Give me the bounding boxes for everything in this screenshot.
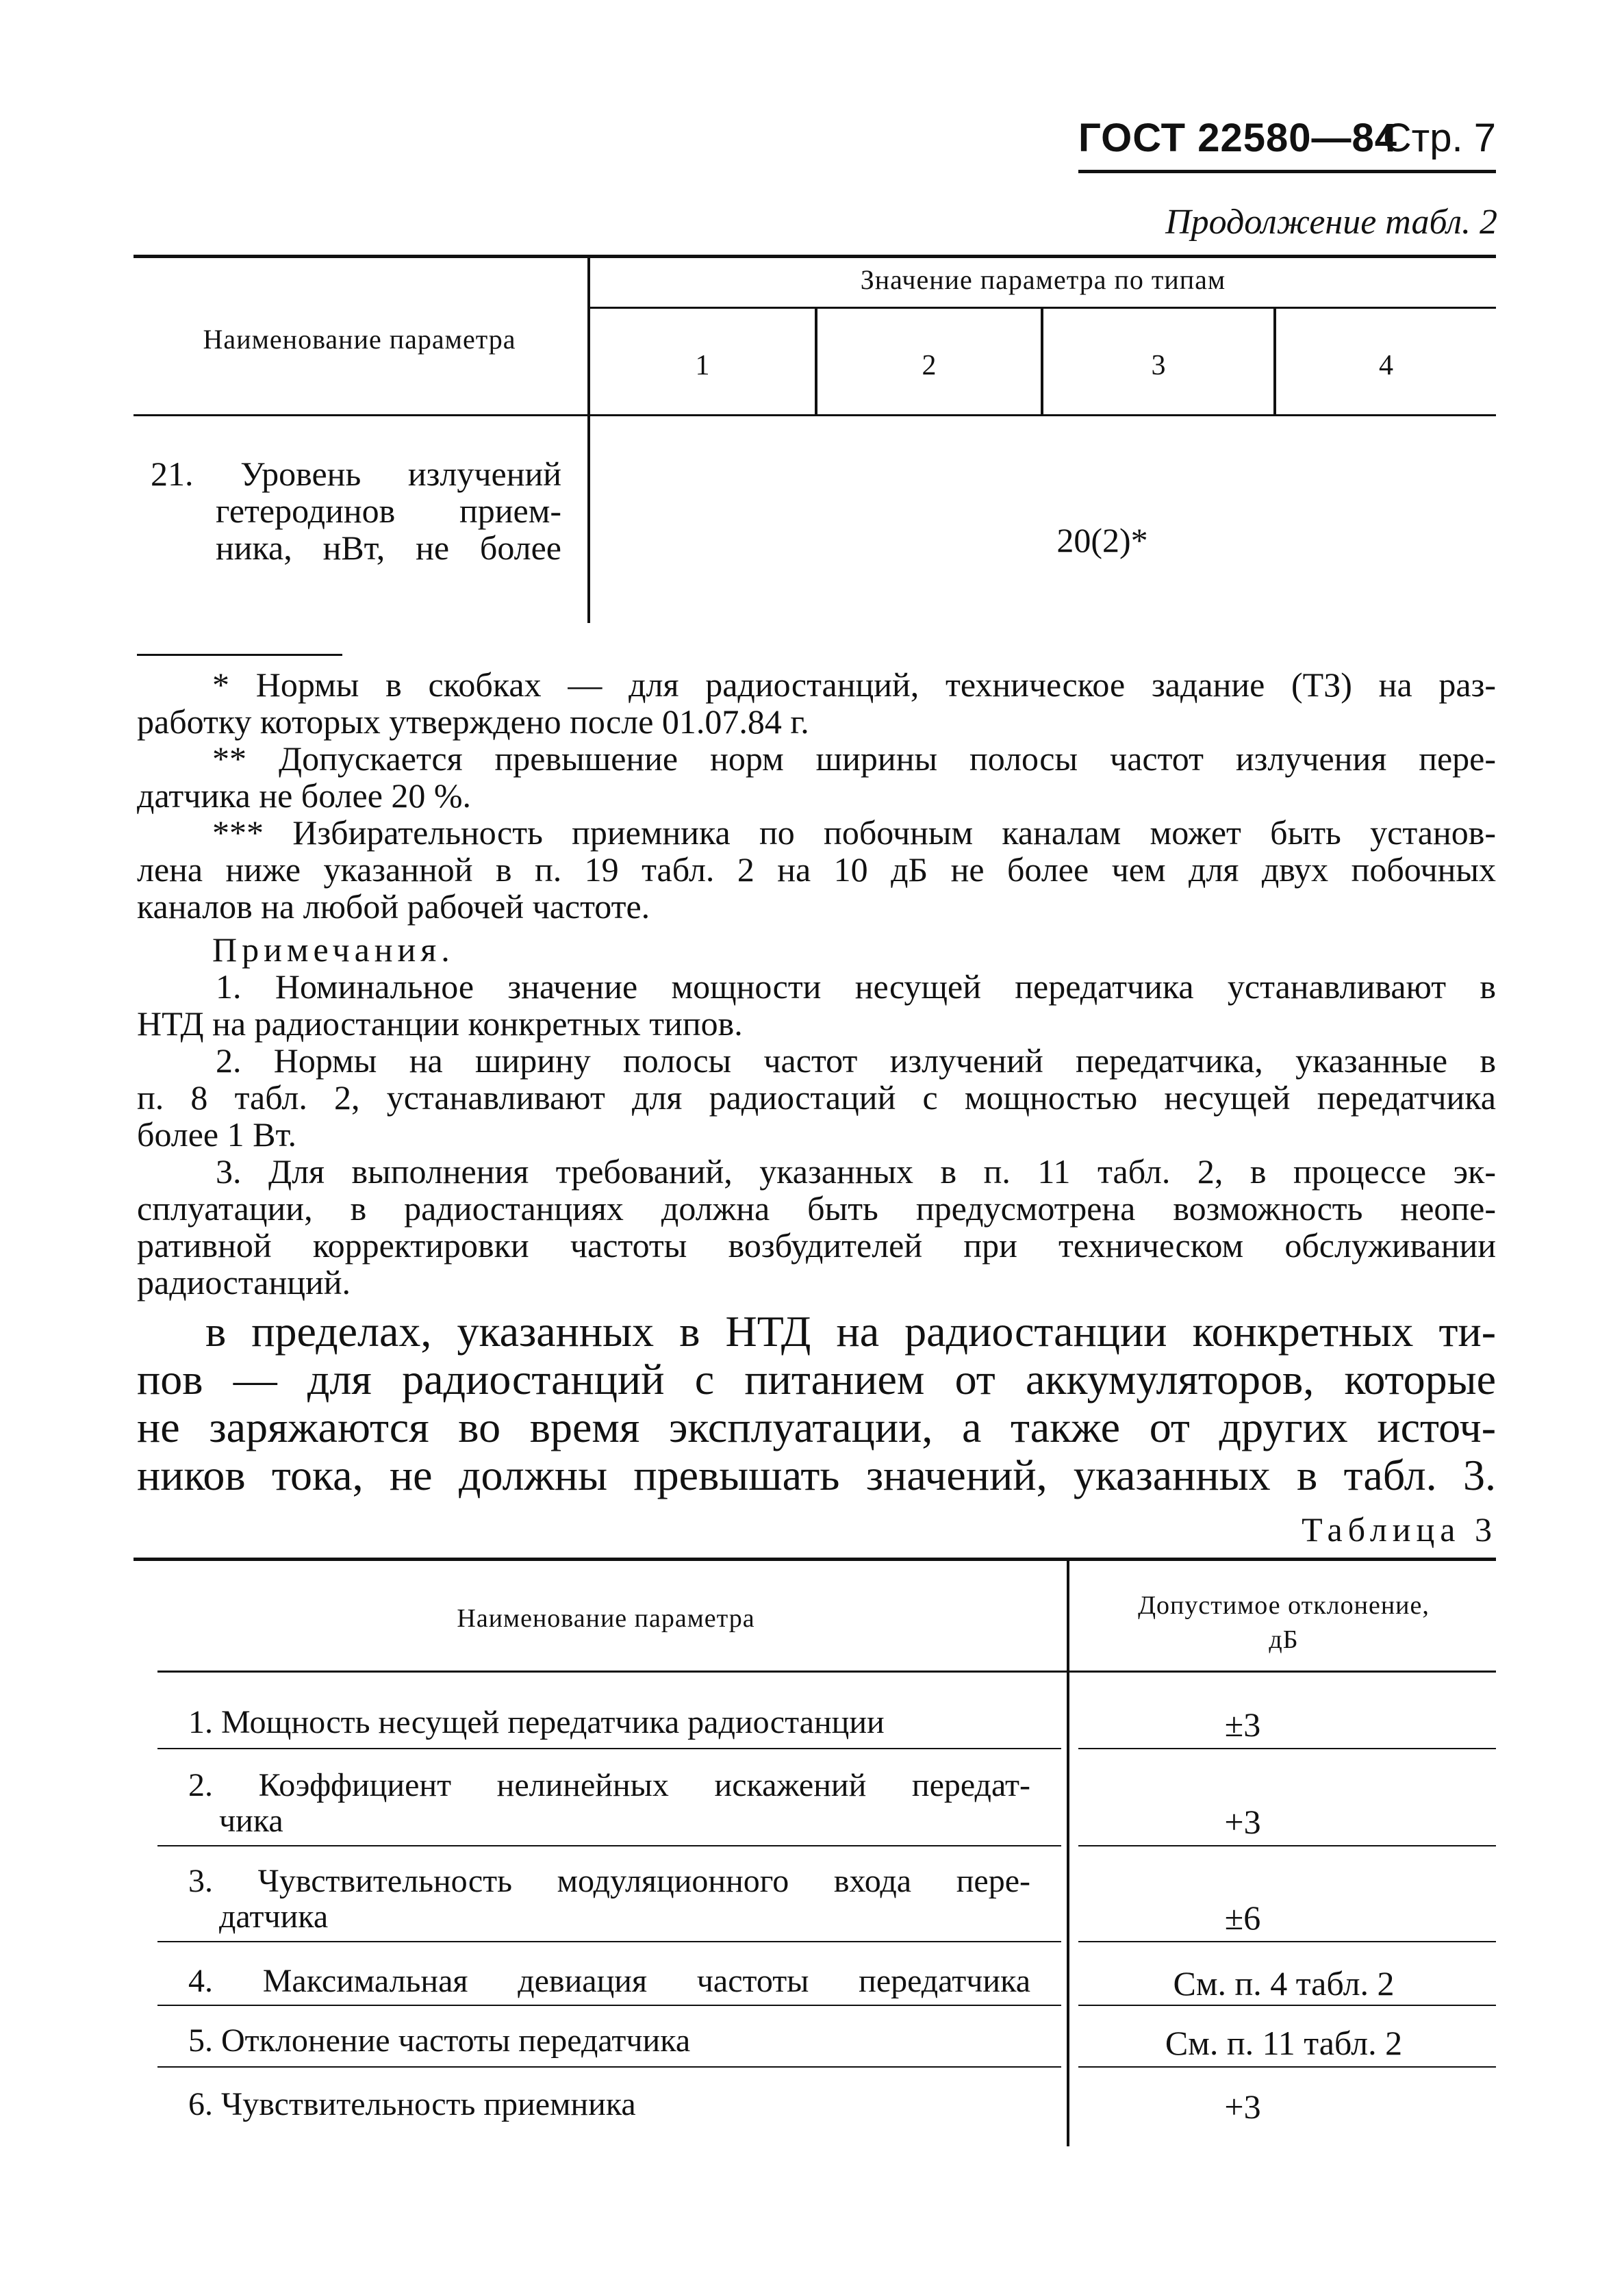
table2-row-21-label: 21. Уровень излучений гетеродинов прием- ника, нВт, не более xyxy=(151,455,561,567)
table3-row-rule xyxy=(1078,2066,1496,2068)
table3-row-rule xyxy=(157,1748,1061,1749)
table3-row-rule xyxy=(157,2066,1061,2068)
table2-header-bottom-rule xyxy=(134,414,1496,416)
footnotes xyxy=(137,666,1496,925)
footnote-2: ** Допускается превышение норм ширины полосы частот излучения пере- датчика не более 20 %. xyxy=(137,739,1496,815)
note-1: 1. Номинальное значение мощности несущей передатчика устанавливают в НТД на радиостанции конкретных типов. xyxy=(137,967,1496,1043)
table3-row-5-value: См. п. 11 табл. 2 xyxy=(1165,2024,1403,2062)
table3-row-6-value: +3 xyxy=(1224,2087,1261,2126)
type-col-4: 4 xyxy=(1379,350,1393,381)
table3-row-4-label: 4. Максимальная девиация частоты передатчика xyxy=(188,1963,1030,1999)
footnote-rule xyxy=(137,654,342,656)
table2-continuation: Продолжение табл. 2 xyxy=(1165,203,1497,242)
table3-row-rule xyxy=(157,2005,1061,2006)
table2-values-header: Значение параметра по типам xyxy=(860,264,1226,295)
type-col-2: 2 xyxy=(922,350,937,381)
note-3: 3. Для выполнения требований, указанных в п. 11 табл. 2, в процессе эк- сплуатации, в радиостанциях должна быть предусмотрена возможность неопе- ративной корректировки частоты возбудителей при техническом обслуживании радиостанций. xyxy=(137,1152,1496,1301)
table3-row-1-value: ±3 xyxy=(1224,1705,1261,1744)
table2-top-rule xyxy=(134,255,1496,258)
table3-row-rule xyxy=(1078,1748,1496,1749)
table3-row-3-value: ±6 xyxy=(1224,1899,1261,1937)
table3-vline xyxy=(1067,1561,1069,2146)
table3-row-3-label: 3. Чувствительность модуляционного входа пере- датчика xyxy=(188,1863,1030,1935)
table3-row-rule xyxy=(1078,1941,1496,1942)
type-col-1: 1 xyxy=(695,350,710,381)
table3-row-2-label: 2. Коэффициент нелинейных искажений передат- чика xyxy=(188,1767,1030,1839)
body-paragraph: в пределах, указанных в НТД на радиостанции конкретных ти- пов — для радиостанций с питанием от аккумуляторов, которые не заряжаются во время эксплуатации, а также от других источ- ников тока, не должны превышать значений, указанных в табл. 3. xyxy=(137,1307,1496,1499)
notes-title: Примечания. xyxy=(212,930,455,969)
table3-row-5-label: 5. Отклонение частоты передатчика xyxy=(188,2022,691,2059)
table3-row-rule xyxy=(157,1941,1061,1942)
page-header xyxy=(1065,115,1496,170)
standard-number: ГОСТ 22580—84 xyxy=(1078,116,1398,160)
table3-top-rule xyxy=(134,1558,1496,1561)
table3-deviation-header: Допустимое отклонение, дБ xyxy=(1138,1591,1430,1654)
page-number: Стр. 7 xyxy=(1382,116,1496,160)
table3-label: Таблица 3 xyxy=(1302,1510,1497,1549)
table3-header-rule xyxy=(157,1671,1496,1673)
table2-row-21-value: 20(2)* xyxy=(1056,521,1148,559)
table3-row-6-label: 6. Чувствительность приемника xyxy=(188,2086,636,2122)
table3-row-1-label: 1. Мощность несущей передатчика радиостанции xyxy=(188,1704,885,1740)
footnote-3: *** Избирательность приемника по побочным каналам может быть установ- лена ниже указанной в п. 19 табл. 2 на 10 дБ не более чем для двух побочных каналов на любой рабочей частоте. xyxy=(137,813,1496,926)
table3-row-rule xyxy=(1078,1845,1496,1846)
header-rule xyxy=(1078,170,1496,173)
table3-row-2-value: +3 xyxy=(1224,1803,1261,1841)
table3-param-header: Наименование параметра xyxy=(457,1604,755,1633)
type-col-3: 3 xyxy=(1151,350,1166,381)
table3-row-rule xyxy=(1078,2005,1496,2006)
table3-row-4-value: См. п. 4 табл. 2 xyxy=(1173,1964,1395,2003)
table2-vline-body xyxy=(587,424,590,623)
footnote-1: * Нормы в скобках — для радиостанций, техническое задание (ТЗ) на раз- работку которых утверждено после 01.07.84 г. xyxy=(137,665,1496,741)
note-2: 2. Нормы на ширину полосы частот излучений передатчика, указанные в п. 8 табл. 2, устанавливают для радиостаций с мощностью несущей передатчика более 1 Вт. xyxy=(137,1041,1496,1154)
table2-param-header: Наименование параметра xyxy=(203,324,516,355)
table3-row-rule xyxy=(157,1845,1061,1846)
notes xyxy=(137,931,1496,1301)
